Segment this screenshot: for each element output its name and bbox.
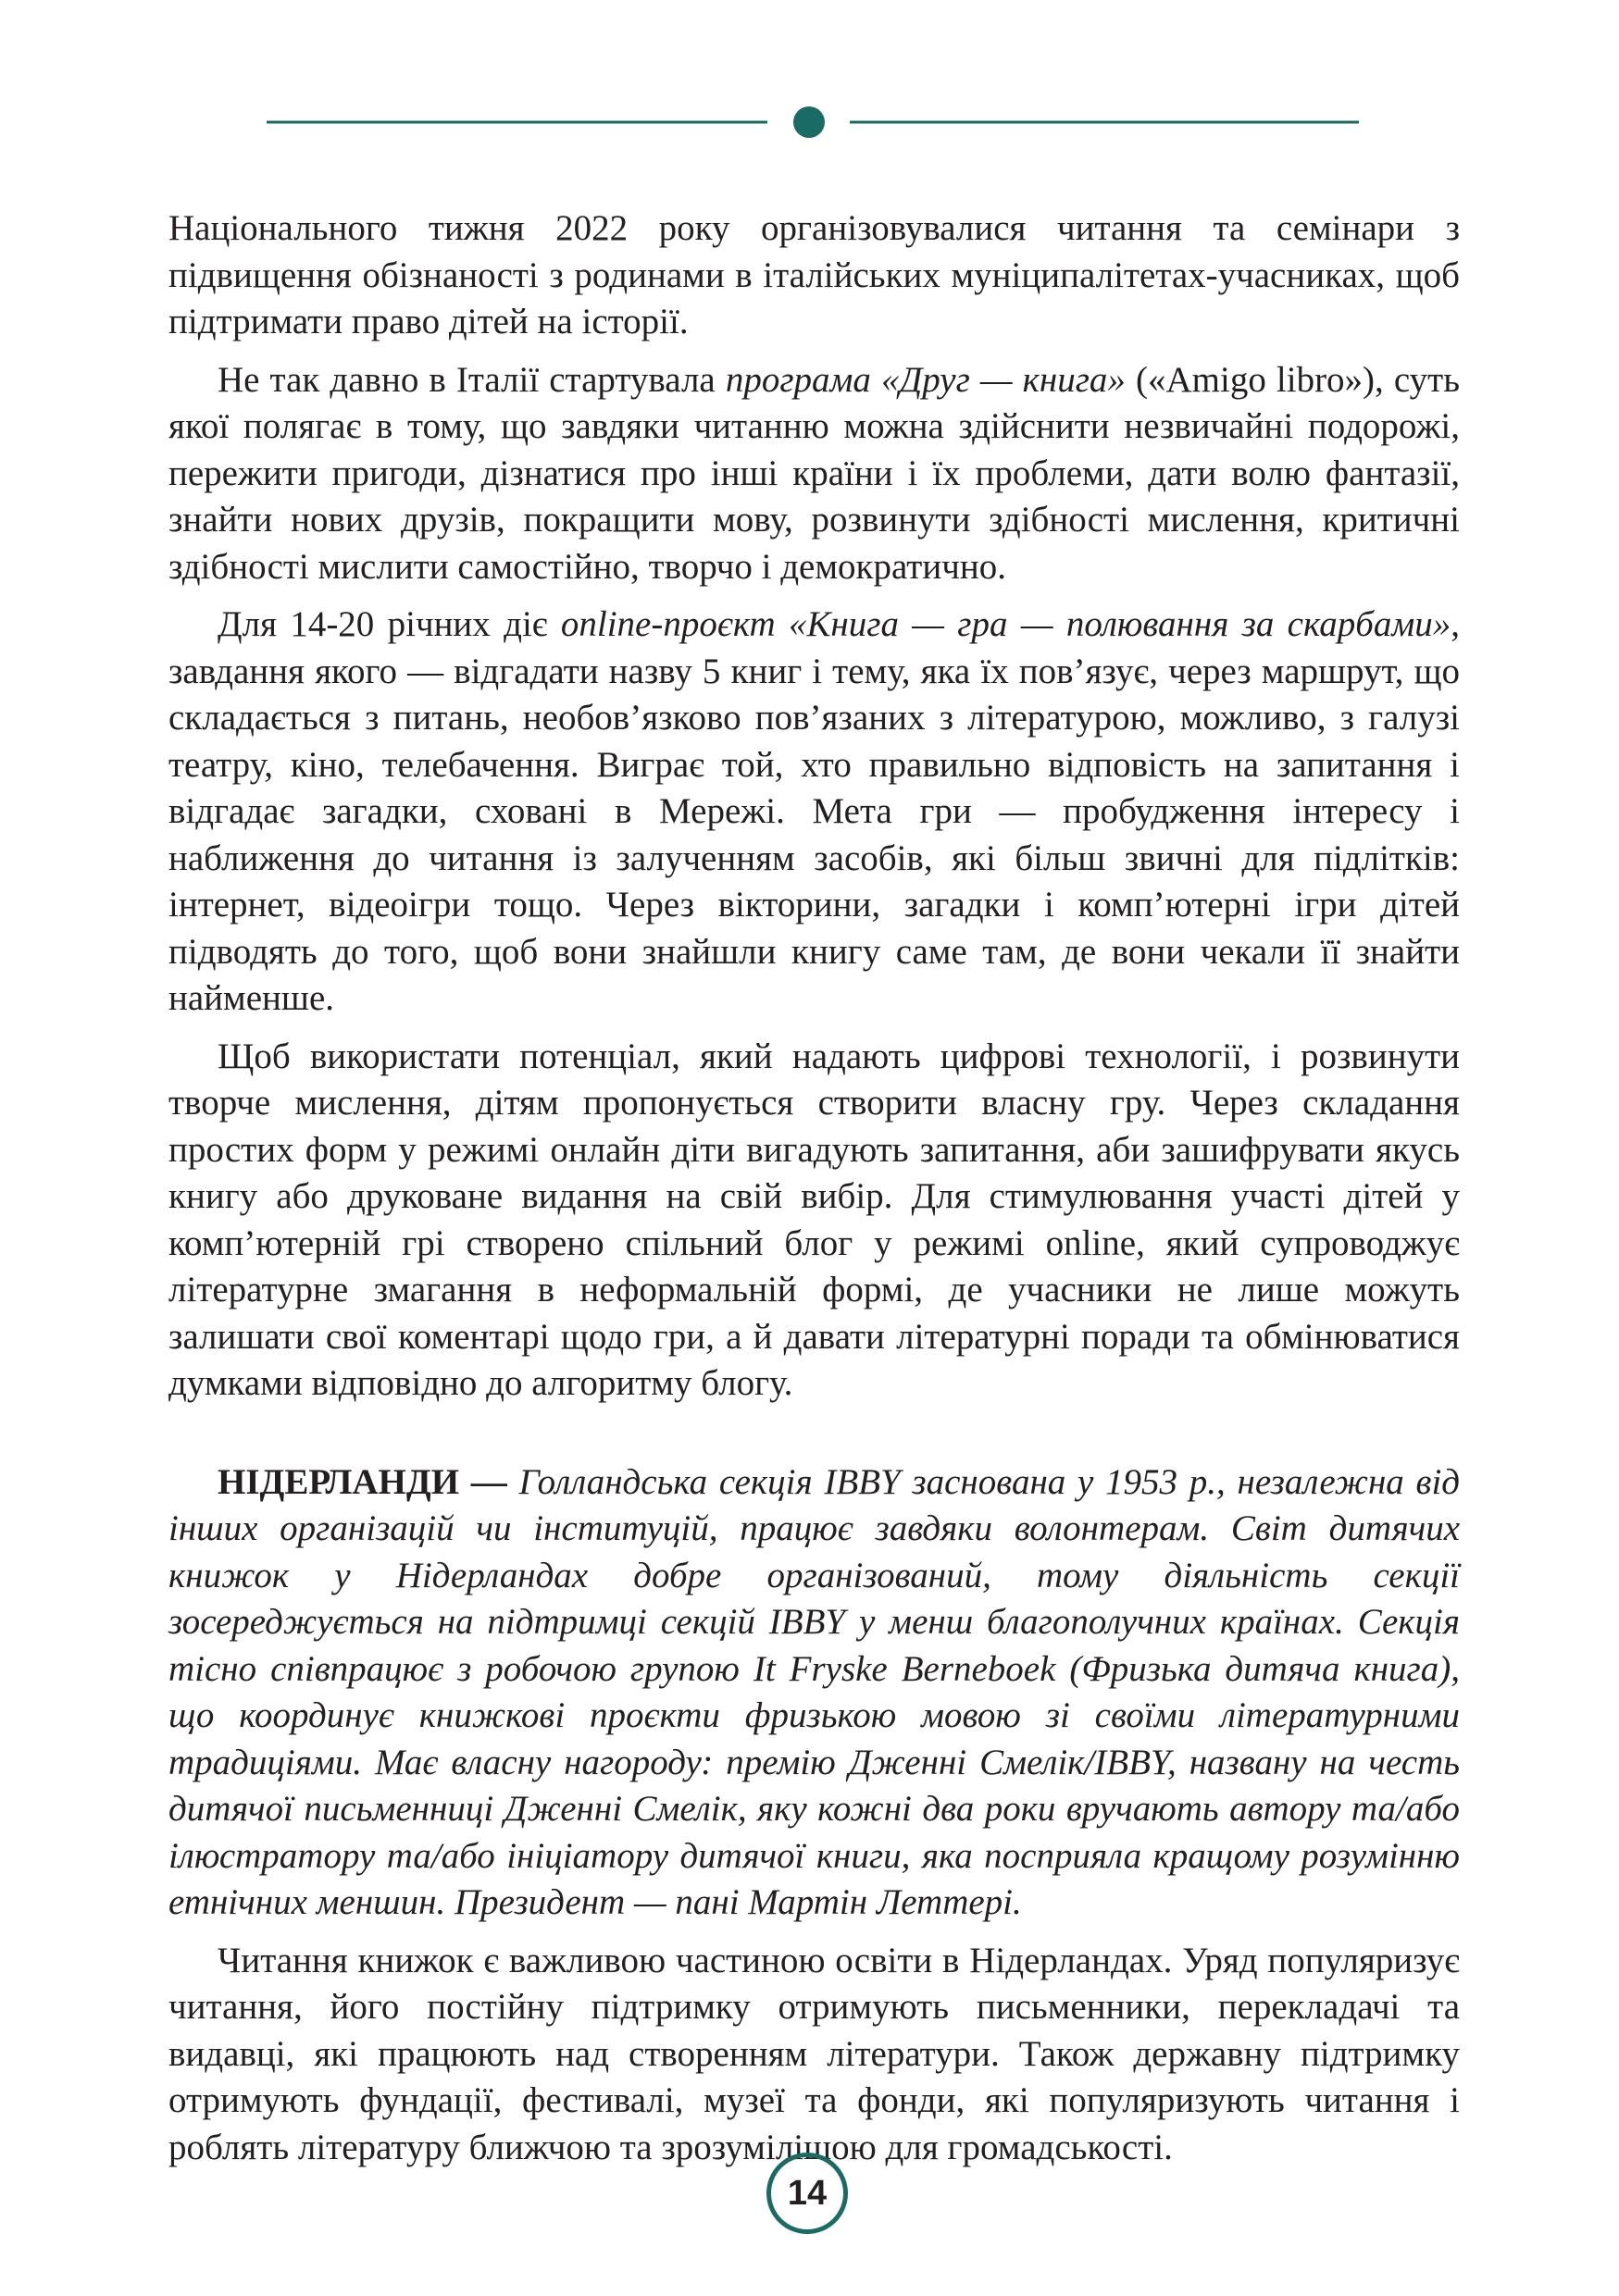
paragraph-3-lead: Для 14-20 річних діє xyxy=(218,604,561,644)
netherlands-description: Голландська секція IBBY заснована у 1953 р., незалежна від інших організацій чи інституцій, працює завдяки волонтерам. Світ дитячих книжок у Нідерландах добре організований, тому діяльність секції зосереджується на підтримці секцій IBBY у менш благополучних країнах. Секція тісно співпрацює з робочою групою It Fryske Berneboek (Фризька дитяча книга), що координує книжкові проєкти фризькою мовою зі своїми літературними традиціями. Має власну нагороду: премію Дженні Смелік/IBBY, названу на честь дитячої письменниці Дженні Смелік, яку кожні два роки вручають автору та/або ілюстратору та/або ініціатору дитячої книги, яка посприяла кращому розумінню етнічних меншин. Президент — пані Мартін Леттері. xyxy=(168,1461,1461,1922)
program-amigo-libro: програма «Друг — книга» xyxy=(725,359,1126,400)
paragraph-3 xyxy=(168,602,1460,1023)
header-ornament xyxy=(0,0,1619,185)
paragraph-1: Національного тижня 2022 року організовувалися читання та семінари з підвищення обізнаності з родинами в італійських муніципалітетах-учасниках, щоб підтримати право дітей на історії. xyxy=(168,208,1460,341)
paragraph-2-lead: Не так давно в Італії стартувала xyxy=(218,359,726,400)
page-number-badge xyxy=(766,2153,848,2234)
netherlands-section xyxy=(168,1459,1460,1927)
paragraph-4: Щоб використати потенціал, який надають цифрові технології, і розвинути творче мислення, дітям пропонується створити власну гру. Через складання простих форм у режимі онлайн діти вигадують запитання, аби зашифрувати якусь книгу або друковане видання на свій вибір. Для стимулювання участі дітей у комп’ютерній грі створено спільний блог у режимі online, який супроводжує літературне змагання в неформальній формі, де учасники не лише можуть залишати свої коментарі щодо гри, а й давати літературні поради та обмінюватися думками відповідно до алгоритму блогу. xyxy=(168,1036,1460,1403)
paragraph-2 xyxy=(168,357,1460,591)
section-heading-netherlands: НІДЕРЛАНДИ — xyxy=(218,1461,507,1502)
header-dot xyxy=(793,106,825,138)
paragraph-2-rest: («Amigo libro»), суть якої полягає в тому, що завдяки читанню можна здійснити незвичайні подорожі, пережити пригоди, дізнатися про інші країни і їх проблеми, дати волю фантазії, знайти нових друзів, покращити мову, розвинути здібності мислення, критичні здібності мислити самостійно, творчо і демократично. xyxy=(168,359,1460,587)
paragraph-6: Читання книжок є важливою частиною освіти в Нідерландах. Уряд популяризує читання, його постійну підтримку отримують письменники, перекладачі та видавці, які працюють над створенням літератури. Також державну підтримку отримують фундації, фестивалі, музеї та фонди, які популяризують читання і роблять літературу ближчою та зрозумілішою для громадськості. xyxy=(168,1940,1460,2167)
paragraph-3-rest: , завдання якого — відгадати назву 5 книг і тему, яка їх пов’язує, через маршрут, що складається з питань, необов’язково пов’язаних з літературою, можливо, з галузі театру, кіно, телебачення. Виграє той, хто правильно відповість на запитання і відгадає загадки, сховані в Мережі. Мета гри — пробудження інтересу і наближення до читання із залученням засобів, які більш звичні для підлітків: інтернет, відеоігри тощо. Через вікторини, загадки і комп’ютерні ігри дітей підводять до того, щоб вони знайшли книгу саме там, де вони чекали її знайти найменше. xyxy=(168,604,1461,1018)
body-text xyxy=(168,205,1460,2171)
page-number: 14 xyxy=(787,2173,828,2213)
online-project-title: online-проєкт «Книга — гра — полювання за скарбами» xyxy=(560,604,1451,644)
